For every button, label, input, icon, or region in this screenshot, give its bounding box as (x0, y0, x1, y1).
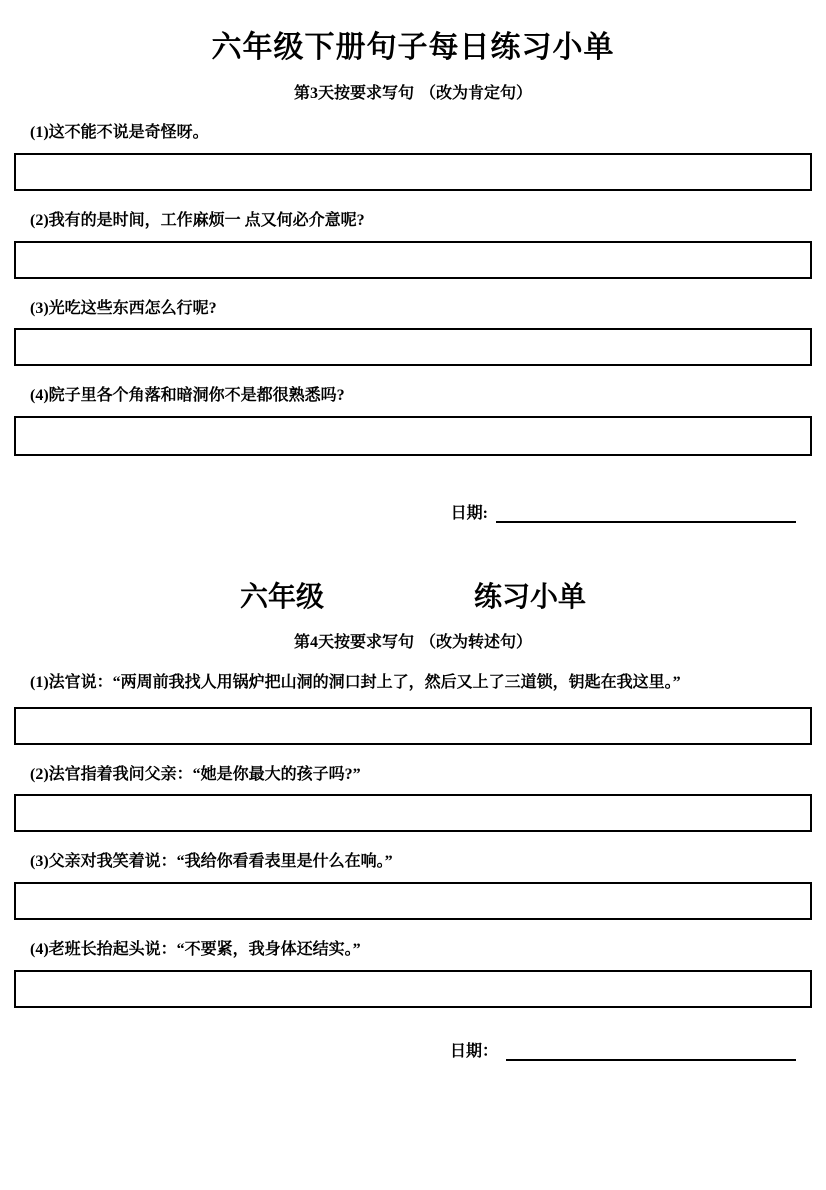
question-block-2-2 (14, 763, 812, 833)
answer-box[interactable] (14, 328, 812, 366)
section2-heading-left: 六年级 (239, 582, 324, 614)
question-block-1-3 (14, 297, 812, 367)
question-text: (3)父亲对我笑着说：“我给你看看表里是什么在响。” (30, 853, 393, 871)
section2-subtitle-main: 第4天按要求写句 (293, 634, 414, 652)
answer-box[interactable] (14, 241, 812, 279)
answer-box[interactable] (14, 882, 812, 920)
section1-subtitle-paren: （改为肯定句） (420, 85, 533, 102)
date-input-line[interactable] (496, 507, 796, 523)
date-input-line[interactable] (506, 1045, 796, 1061)
question-block-2-1 (14, 668, 812, 744)
section2-subtitle-paren: （改为转述句） (420, 634, 533, 652)
section2-subtitle (14, 629, 812, 652)
question-text: (1)法官说：“两周前我找人用锅炉把山洞的洞口封上了，然后又上了三道锁，钥匙在我这里。” (30, 674, 681, 692)
date-row-section2 (14, 1038, 812, 1061)
answer-box[interactable] (14, 416, 812, 456)
date-row-section1 (14, 500, 812, 523)
section1-subtitle (14, 80, 812, 103)
section2-heading-right: 练习小单 (474, 582, 587, 614)
question-text: (1)这不能不说是奇怪呀。 (30, 124, 209, 141)
answer-box[interactable] (14, 153, 812, 191)
question-text: (2)法官指着我问父亲：“她是你最大的孩子吗?” (30, 765, 361, 783)
question-text: (3)光吃这些东西怎么行呢? (30, 299, 217, 317)
question-text: (2)我有的是时间，工作麻烦一 点又何必介意呢? (30, 211, 365, 229)
page-title: 六年级下册句子每日练习小单 (211, 31, 615, 64)
question-block-1-1 (14, 121, 812, 191)
question-text: (4)院子里各个角落和暗洞你不是都很熟悉吗? (30, 387, 345, 405)
worksheet-page (0, 22, 826, 1190)
section2-heading (14, 575, 812, 615)
date-label: 日期: (450, 505, 488, 523)
section1-subtitle-main: 第3天按要求写句 (293, 85, 414, 102)
question-text: (4)老班长抬起头说：“不要紧，我身体还结实。” (30, 941, 361, 959)
date-label: 日期： (449, 1042, 498, 1060)
question-block-1-4 (14, 384, 812, 456)
question-block-2-3 (14, 850, 812, 920)
question-block-1-2 (14, 209, 812, 279)
question-block-2-4 (14, 938, 812, 1008)
answer-box[interactable] (14, 970, 812, 1008)
answer-box[interactable] (14, 707, 812, 745)
answer-box[interactable] (14, 794, 812, 832)
